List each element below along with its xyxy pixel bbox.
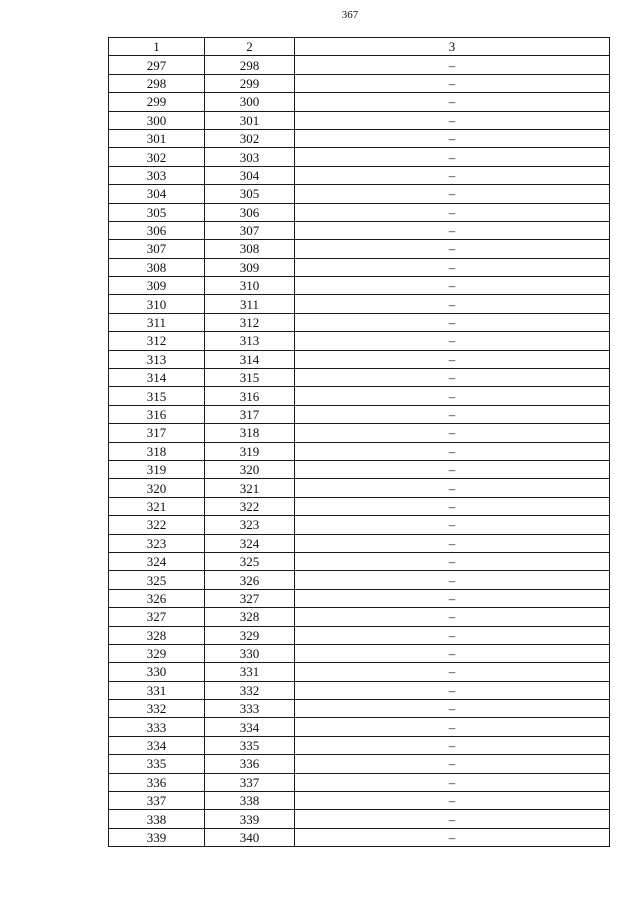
table-cell-col-3: – bbox=[295, 93, 610, 111]
table-row bbox=[109, 626, 610, 644]
table-cell-col-1: 302 bbox=[109, 148, 205, 166]
table-cell-col-3: – bbox=[295, 258, 610, 276]
table-cell-col-1: 320 bbox=[109, 479, 205, 497]
table-cell-col-3: – bbox=[295, 350, 610, 368]
table-cell-col-2: 315 bbox=[205, 369, 295, 387]
table-cell-col-2: 325 bbox=[205, 552, 295, 570]
table-cell-col-2: 320 bbox=[205, 460, 295, 478]
table-cell-col-1: 299 bbox=[109, 93, 205, 111]
table-cell-col-1: 316 bbox=[109, 405, 205, 423]
table-cell-col-3: – bbox=[295, 166, 610, 184]
table-cell-col-1: 334 bbox=[109, 736, 205, 754]
table-cell-col-3: – bbox=[295, 277, 610, 295]
table-cell-col-3: – bbox=[295, 571, 610, 589]
table-row bbox=[109, 295, 610, 313]
table-row bbox=[109, 166, 610, 184]
table-cell-col-2: 333 bbox=[205, 700, 295, 718]
table-row bbox=[109, 608, 610, 626]
table-cell-col-1: 332 bbox=[109, 700, 205, 718]
table-cell-col-2: 312 bbox=[205, 313, 295, 331]
table-cell-col-3: – bbox=[295, 589, 610, 607]
table-cell-col-2: 299 bbox=[205, 74, 295, 92]
table-row bbox=[109, 792, 610, 810]
table-row bbox=[109, 663, 610, 681]
table-row bbox=[109, 277, 610, 295]
table-cell-col-3: – bbox=[295, 644, 610, 662]
table-cell-col-2: 339 bbox=[205, 810, 295, 828]
table-cell-col-3: – bbox=[295, 405, 610, 423]
table-row bbox=[109, 644, 610, 662]
table-cell-col-2: 310 bbox=[205, 277, 295, 295]
table-row bbox=[109, 258, 610, 276]
table-cell-col-1: 312 bbox=[109, 332, 205, 350]
table-cell-col-3: – bbox=[295, 240, 610, 258]
table-cell-col-3: – bbox=[295, 313, 610, 331]
table-row bbox=[109, 497, 610, 515]
table-cell-col-3: – bbox=[295, 479, 610, 497]
table-cell-col-2: 313 bbox=[205, 332, 295, 350]
table-row bbox=[109, 516, 610, 534]
table-cell-col-3: – bbox=[295, 608, 610, 626]
table-cell-col-1: 309 bbox=[109, 277, 205, 295]
table-row bbox=[109, 681, 610, 699]
table-row bbox=[109, 129, 610, 147]
table-cell-col-1: 323 bbox=[109, 534, 205, 552]
table-cell-col-3: – bbox=[295, 810, 610, 828]
table-cell-col-1: 310 bbox=[109, 295, 205, 313]
table-cell-col-1: 330 bbox=[109, 663, 205, 681]
table-cell-col-3: – bbox=[295, 442, 610, 460]
table-cell-col-1: 311 bbox=[109, 313, 205, 331]
table-cell-col-2: 311 bbox=[205, 295, 295, 313]
table-cell-col-1: 321 bbox=[109, 497, 205, 515]
table-cell-col-2: 329 bbox=[205, 626, 295, 644]
table-cell-col-2: 335 bbox=[205, 736, 295, 754]
table-cell-col-2: 331 bbox=[205, 663, 295, 681]
table-row bbox=[109, 387, 610, 405]
table-cell-col-3: – bbox=[295, 129, 610, 147]
table-cell-col-3: – bbox=[295, 534, 610, 552]
table-cell-col-3: – bbox=[295, 736, 610, 754]
table-cell-col-2: 309 bbox=[205, 258, 295, 276]
table-cell-col-1: 313 bbox=[109, 350, 205, 368]
table-cell-col-1: 303 bbox=[109, 166, 205, 184]
table-cell-col-1: 301 bbox=[109, 129, 205, 147]
table-cell-col-3: – bbox=[295, 681, 610, 699]
table-cell-col-3: – bbox=[295, 497, 610, 515]
table-cell-col-3: – bbox=[295, 755, 610, 773]
page-number: 367 bbox=[341, 9, 359, 21]
table-row bbox=[109, 240, 610, 258]
table-cell-col-2: 323 bbox=[205, 516, 295, 534]
table-body bbox=[109, 56, 610, 847]
table-cell-col-1: 337 bbox=[109, 792, 205, 810]
table-cell-col-3: – bbox=[295, 626, 610, 644]
table-cell-col-3: – bbox=[295, 56, 610, 74]
table-row bbox=[109, 203, 610, 221]
table-cell-col-2: 322 bbox=[205, 497, 295, 515]
table-cell-col-1: 338 bbox=[109, 810, 205, 828]
table-cell-col-3: – bbox=[295, 221, 610, 239]
table-row bbox=[109, 755, 610, 773]
table-row bbox=[109, 442, 610, 460]
table-cell-col-3: – bbox=[295, 203, 610, 221]
table-cell-col-2: 337 bbox=[205, 773, 295, 791]
table-cell-col-3: – bbox=[295, 148, 610, 166]
table-cell-col-3: – bbox=[295, 185, 610, 203]
table-cell-col-1: 327 bbox=[109, 608, 205, 626]
table-cell-col-1: 319 bbox=[109, 460, 205, 478]
table-cell-col-2: 319 bbox=[205, 442, 295, 460]
table-cell-col-2: 334 bbox=[205, 718, 295, 736]
table-row bbox=[109, 589, 610, 607]
table-header bbox=[109, 38, 610, 56]
table-row bbox=[109, 424, 610, 442]
table-cell-col-1: 324 bbox=[109, 552, 205, 570]
table-row bbox=[109, 350, 610, 368]
table-cell-col-2: 336 bbox=[205, 755, 295, 773]
table-cell-col-2: 321 bbox=[205, 479, 295, 497]
table-cell-col-1: 325 bbox=[109, 571, 205, 589]
column-header-3: 3 bbox=[295, 38, 610, 56]
table-cell-col-3: – bbox=[295, 424, 610, 442]
data-table bbox=[108, 37, 610, 847]
header-row bbox=[109, 38, 610, 56]
column-header-2: 2 bbox=[205, 38, 295, 56]
table-row bbox=[109, 534, 610, 552]
table-row bbox=[109, 369, 610, 387]
table-row bbox=[109, 736, 610, 754]
table-cell-col-3: – bbox=[295, 552, 610, 570]
table-cell-col-1: 333 bbox=[109, 718, 205, 736]
table-cell-col-1: 308 bbox=[109, 258, 205, 276]
table-cell-col-3: – bbox=[295, 516, 610, 534]
table-cell-col-1: 305 bbox=[109, 203, 205, 221]
table-cell-col-2: 314 bbox=[205, 350, 295, 368]
table-cell-col-3: – bbox=[295, 387, 610, 405]
table-cell-col-2: 304 bbox=[205, 166, 295, 184]
table-cell-col-2: 303 bbox=[205, 148, 295, 166]
table-cell-col-2: 338 bbox=[205, 792, 295, 810]
table-cell-col-3: – bbox=[295, 295, 610, 313]
table-row bbox=[109, 773, 610, 791]
table-cell-col-2: 330 bbox=[205, 644, 295, 662]
table-cell-col-2: 308 bbox=[205, 240, 295, 258]
table-cell-col-2: 307 bbox=[205, 221, 295, 239]
table-cell-col-2: 298 bbox=[205, 56, 295, 74]
table-row bbox=[109, 185, 610, 203]
table-cell-col-1: 300 bbox=[109, 111, 205, 129]
table-cell-col-1: 306 bbox=[109, 221, 205, 239]
table-cell-col-1: 314 bbox=[109, 369, 205, 387]
table-cell-col-1: 304 bbox=[109, 185, 205, 203]
table-row bbox=[109, 571, 610, 589]
table-cell-col-2: 327 bbox=[205, 589, 295, 607]
table-cell-col-2: 316 bbox=[205, 387, 295, 405]
table-cell-col-3: – bbox=[295, 332, 610, 350]
table-cell-col-3: – bbox=[295, 369, 610, 387]
table-cell-col-2: 324 bbox=[205, 534, 295, 552]
table-cell-col-1: 339 bbox=[109, 828, 205, 846]
table-cell-col-3: – bbox=[295, 792, 610, 810]
table-cell-col-2: 318 bbox=[205, 424, 295, 442]
table-row bbox=[109, 148, 610, 166]
table-cell-col-1: 317 bbox=[109, 424, 205, 442]
table-cell-col-3: – bbox=[295, 74, 610, 92]
table-cell-col-2: 340 bbox=[205, 828, 295, 846]
table-row bbox=[109, 405, 610, 423]
table-cell-col-1: 335 bbox=[109, 755, 205, 773]
table-cell-col-3: – bbox=[295, 718, 610, 736]
table-cell-col-2: 300 bbox=[205, 93, 295, 111]
table-cell-col-1: 336 bbox=[109, 773, 205, 791]
table-cell-col-2: 328 bbox=[205, 608, 295, 626]
table-row bbox=[109, 479, 610, 497]
table-row bbox=[109, 810, 610, 828]
table-cell-col-2: 332 bbox=[205, 681, 295, 699]
column-header-1: 1 bbox=[109, 38, 205, 56]
table-row bbox=[109, 552, 610, 570]
table-row bbox=[109, 718, 610, 736]
table-cell-col-3: – bbox=[295, 111, 610, 129]
table-cell-col-1: 315 bbox=[109, 387, 205, 405]
table-row bbox=[109, 111, 610, 129]
table-row bbox=[109, 221, 610, 239]
table-row bbox=[109, 700, 610, 718]
table-row bbox=[109, 828, 610, 846]
table-row bbox=[109, 93, 610, 111]
table-cell-col-2: 306 bbox=[205, 203, 295, 221]
table-row bbox=[109, 460, 610, 478]
table-row bbox=[109, 74, 610, 92]
table-cell-col-3: – bbox=[295, 700, 610, 718]
table-row bbox=[109, 313, 610, 331]
table-cell-col-1: 322 bbox=[109, 516, 205, 534]
table-cell-col-1: 298 bbox=[109, 74, 205, 92]
table-cell-col-2: 326 bbox=[205, 571, 295, 589]
table-cell-col-2: 317 bbox=[205, 405, 295, 423]
table-cell-col-3: – bbox=[295, 828, 610, 846]
table-row bbox=[109, 56, 610, 74]
table-cell-col-1: 328 bbox=[109, 626, 205, 644]
table-cell-col-1: 326 bbox=[109, 589, 205, 607]
table-cell-col-1: 331 bbox=[109, 681, 205, 699]
table-cell-col-3: – bbox=[295, 773, 610, 791]
table-cell-col-2: 305 bbox=[205, 185, 295, 203]
table-cell-col-3: – bbox=[295, 663, 610, 681]
table-cell-col-2: 302 bbox=[205, 129, 295, 147]
table-cell-col-1: 307 bbox=[109, 240, 205, 258]
table-cell-col-2: 301 bbox=[205, 111, 295, 129]
table-cell-col-3: – bbox=[295, 460, 610, 478]
table-cell-col-1: 297 bbox=[109, 56, 205, 74]
table-cell-col-1: 329 bbox=[109, 644, 205, 662]
table-cell-col-1: 318 bbox=[109, 442, 205, 460]
table-row bbox=[109, 332, 610, 350]
